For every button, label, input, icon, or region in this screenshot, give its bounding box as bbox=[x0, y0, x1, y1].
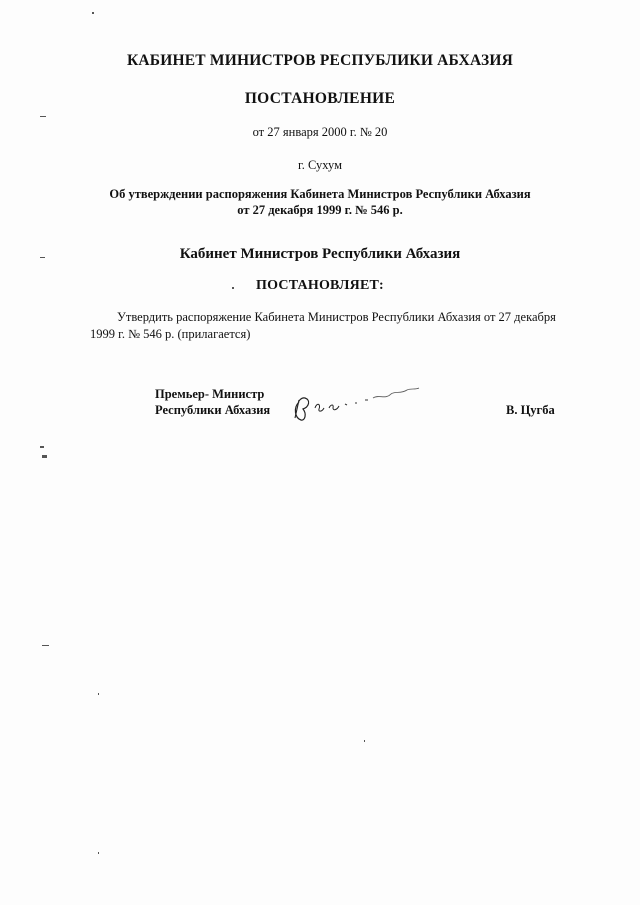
scan-speck bbox=[42, 645, 49, 646]
scan-speck bbox=[40, 257, 45, 258]
scan-speck bbox=[42, 455, 47, 458]
issuer-header: КАБИНЕТ МИНИСТРОВ РЕСПУБЛИКИ АБХАЗИЯ bbox=[126, 52, 514, 69]
city-line: г. Сухум bbox=[297, 158, 342, 172]
body-text-line-2: 1999 г. № 546 р. (прилагается) bbox=[90, 327, 251, 341]
handwritten-signature bbox=[285, 378, 425, 426]
scan-speck bbox=[232, 287, 234, 289]
scan-speck bbox=[364, 740, 365, 742]
scan-speck bbox=[98, 693, 99, 695]
body-text-line-1: Утвердить распоряжение Кабинета Министров Республики Абхазия от 27 декабря bbox=[117, 310, 556, 324]
decree-heading: ПОСТАНОВЛЯЕТ: bbox=[256, 278, 384, 293]
scan-speck bbox=[92, 12, 94, 14]
subject-line-2: от 27 декабря 1999 г. № 546 р. bbox=[237, 203, 403, 217]
scan-speck bbox=[98, 852, 99, 854]
date-and-number: от 27 января 2000 г. № 20 bbox=[252, 125, 388, 139]
signatory-name: В. Цугба bbox=[506, 403, 555, 417]
authority-heading: Кабинет Министров Республики Абхазия bbox=[179, 246, 461, 262]
signatory-title-line-2: Республики Абхазия bbox=[155, 403, 271, 417]
subject-line-1: Об утверждении распоряжения Кабинета Министров Республики Абхазия bbox=[109, 187, 531, 201]
signatory-title-line-1: Премьер- Министр bbox=[155, 387, 265, 401]
document-type-title: ПОСТАНОВЛЕНИЕ bbox=[244, 90, 396, 107]
scan-speck bbox=[40, 446, 44, 448]
scan-speck bbox=[40, 116, 46, 117]
